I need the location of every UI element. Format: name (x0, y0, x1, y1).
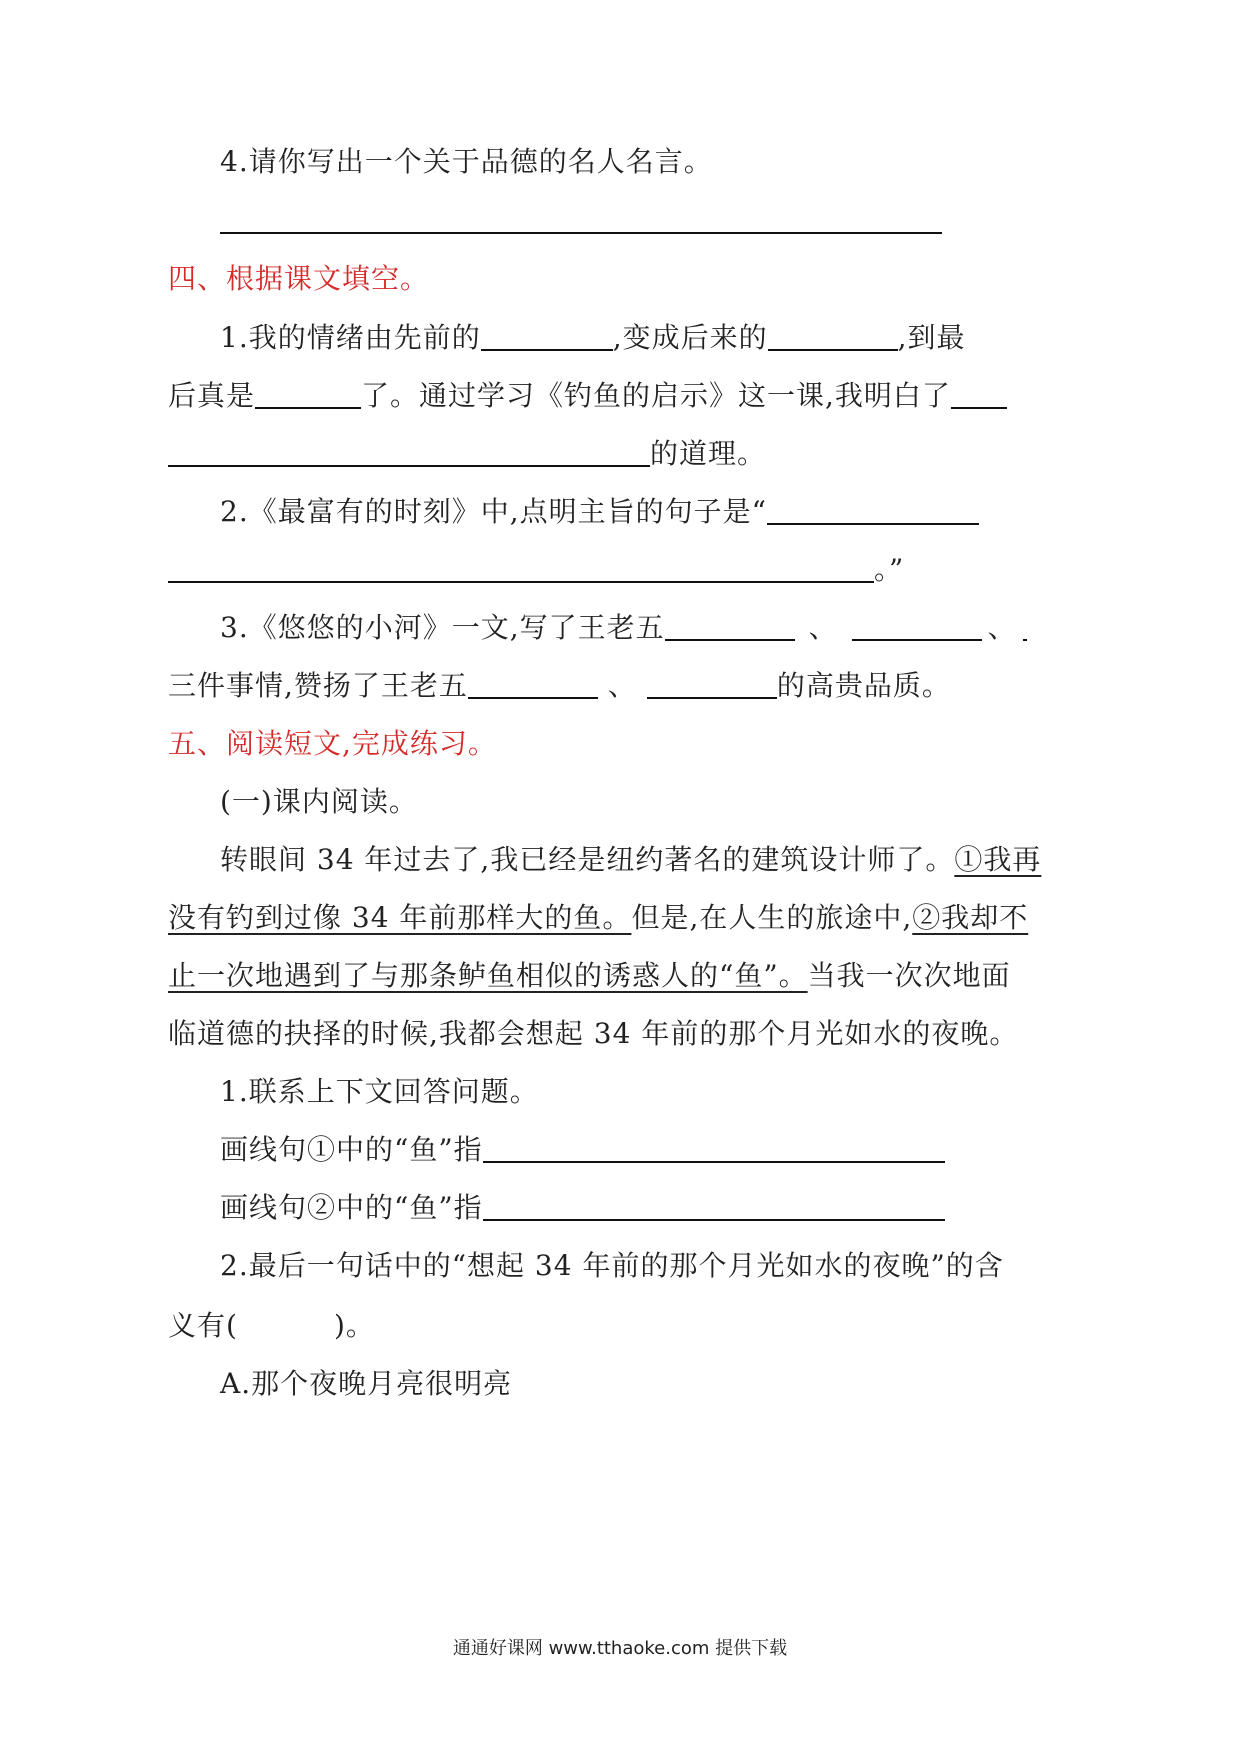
blank (255, 377, 361, 409)
s4-item1-text-e: 了。通过学习《钓鱼的启示》这一课,我明白了 (361, 379, 951, 412)
s4-item3-text-d: 的高贵品质。 (776, 669, 951, 702)
blank (1023, 609, 1027, 641)
s5-question-2-line1: 2.最后一句话中的“想起 34 年前的那个月光如水的夜晚”的含 (220, 1249, 1004, 1282)
s4-item1-text-c: ,到最 (897, 321, 966, 354)
separator: 、 (808, 611, 838, 644)
passage-text: 转眼间 34 年过去了,我已经是纽约著名的建筑设计师了。 (220, 843, 955, 876)
question-4 (220, 142, 713, 182)
s4-item3-line1 (220, 608, 1027, 648)
s4-item3-text-c: 三件事情,赞扬了王老五 (168, 669, 468, 702)
blank (768, 319, 898, 351)
answer-line-q4 (220, 232, 942, 234)
blank (665, 609, 795, 641)
s5-question-2-open: 义有( (168, 1309, 238, 1342)
question-4-text: 4.请你写出一个关于品德的名人名言。 (220, 145, 713, 178)
s4-item1-line2 (168, 376, 1007, 416)
separator: 、 (987, 611, 1017, 644)
passage-text: 当我一次次地面 (807, 959, 1011, 992)
passage-line-2 (168, 898, 1028, 938)
section-5-heading: 五、阅读短文,完成练习。 (168, 727, 497, 760)
s5-question-1: 1.联系上下文回答问题。 (220, 1075, 539, 1108)
blank (767, 493, 979, 525)
passage-line-3 (168, 956, 1011, 996)
s5-question-2-option-a: A.那个夜晚月亮很明亮 (220, 1367, 513, 1400)
s5-question-2-close: )。 (333, 1309, 375, 1342)
underlined-sentence-2: 止一次地遇到了与那条鲈鱼相似的诱惑人的“鱼”。 (168, 959, 808, 992)
s4-item1-line3 (168, 434, 766, 474)
s4-item2-line1 (220, 492, 979, 532)
passage-text: 但是,在人生的旅途中, (631, 901, 913, 934)
blank (483, 1131, 945, 1163)
blank (852, 609, 982, 641)
underlined-sentence-1: ①我再 (954, 843, 1042, 876)
s4-item1-text-f: 的道理。 (650, 437, 767, 470)
passage-line-4: 临道德的抉择的时候,我都会想起 34 年前的那个月光如水的夜晚。 (168, 1017, 1019, 1050)
s5-question-1b-text: 画线句②中的“鱼”指 (220, 1191, 483, 1224)
s5-question-1b (220, 1188, 945, 1228)
section-4-heading: 四、根据课文填空。 (168, 262, 430, 295)
passage-line-1 (220, 840, 1041, 880)
s4-item3-line2 (168, 666, 951, 706)
separator: 、 (607, 669, 637, 702)
s5-question-1a-text: 画线句①中的“鱼”指 (220, 1133, 483, 1166)
blank (468, 667, 598, 699)
blank (951, 377, 1007, 409)
underlined-sentence-1: 没有钓到过像 34 年前那样大的鱼。 (168, 901, 632, 934)
s4-item1-text-d: 后真是 (168, 379, 256, 412)
blank (481, 319, 613, 351)
s4-item2-text-b: 。” (874, 553, 905, 586)
s5-question-2-line2 (168, 1306, 375, 1346)
s4-item3-text-a: 3.《悠悠的小河》一文,写了王老五 (220, 611, 665, 644)
s5-question-1a (220, 1130, 945, 1170)
s4-item2-line2 (168, 550, 904, 590)
s4-item2-text-a: 2.《最富有的时刻》中,点明主旨的句子是“ (220, 495, 767, 528)
footer: 通通好课网 www.tthaoke.com 提供下载 (452, 1638, 788, 1659)
s4-item1-text-b: ,变成后来的 (612, 321, 768, 354)
s4-item1-text-a: 1.我的情绪由先前的 (220, 321, 481, 354)
blank (647, 667, 777, 699)
blank (168, 435, 650, 467)
blank (168, 551, 874, 583)
s4-item1-line1 (220, 318, 966, 358)
underlined-sentence-2: ②我却不 (912, 901, 1029, 934)
section-5-subheading: (一)课内阅读。 (220, 785, 418, 818)
blank (483, 1189, 945, 1221)
